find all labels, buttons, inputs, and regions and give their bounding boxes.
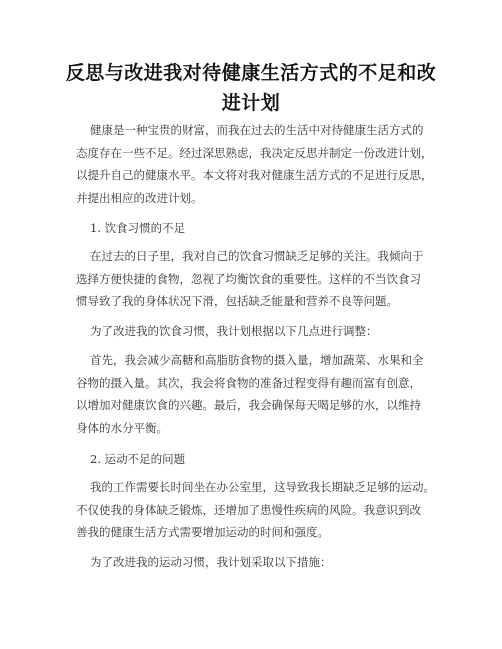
intro-line: 以提升自己的健康水平。本文将对我对健康生活方式的不足进行反思， xyxy=(76,168,433,182)
section-1-paragraph xyxy=(76,245,436,313)
section-1-line: 惯导致了我的身体状况下滑，包括缺乏能量和营养不良等问题。 xyxy=(76,294,398,308)
section-2-plan: 为了改进我的运动习惯，我计划采取以下措施： xyxy=(90,555,332,569)
section-1-plan: 为了改进我的饮食习惯，我计划根据以下几点进行调整： xyxy=(90,324,378,338)
section-1-step-line: 身体的水分平衡。 xyxy=(76,420,168,435)
section-2-line: 我的工作需要长时间坐在办公室里，这导致我长期缺乏足够的运动。 xyxy=(90,480,435,494)
title-line-1: 反思与改进我对待健康生活方式的不足和改 xyxy=(65,62,437,84)
section-2-heading: 2. 运动不足的问题 xyxy=(90,452,186,466)
intro-line: 健康是一种宝贵的财富，而我在过去的生活中对待健康生活方式的 xyxy=(90,123,424,137)
section-1-steps xyxy=(76,349,436,439)
section-2-paragraph xyxy=(76,476,436,544)
section-1-step-line: 以增加对健康饮食的兴趣。最后，我会确保每天喝足够的水，以维持 xyxy=(76,398,421,412)
section-1-step-line: 首先，我会减少高糖和高脂肪食物的摄入量，增加蔬菜、水果和全 xyxy=(90,353,424,367)
section-2-line: 不仅使我的身体缺乏锻炼，还增加了患慢性疾病的风险。我意识到改 xyxy=(76,502,421,517)
section-2-line: 善我的健康生活方式需要增加运动的时间和强度。 xyxy=(76,525,329,539)
title-line-2: 进计划 xyxy=(221,92,281,114)
section-1-line: 选择方便快捷的食物，忽视了均衡饮食的重要性。这样的不当饮食习 xyxy=(76,271,421,286)
intro-line: 态度存在一些不足。经过深思熟虑，我决定反思并制定一份改进计划， xyxy=(76,145,433,160)
section-1-heading: 1. 饮食习惯的不足 xyxy=(90,221,186,235)
document-title xyxy=(60,58,442,118)
intro-line: 并提出相应的改进计划。 xyxy=(76,190,203,205)
intro-paragraph xyxy=(76,119,436,209)
section-1-step-line: 谷物的摄入量。其次，我会将食物的准备过程变得有趣而富有创意， xyxy=(76,375,421,390)
section-1-line: 在过去的日子里，我对自己的饮食习惯缺乏足够的关注。我倾向于 xyxy=(90,249,424,263)
